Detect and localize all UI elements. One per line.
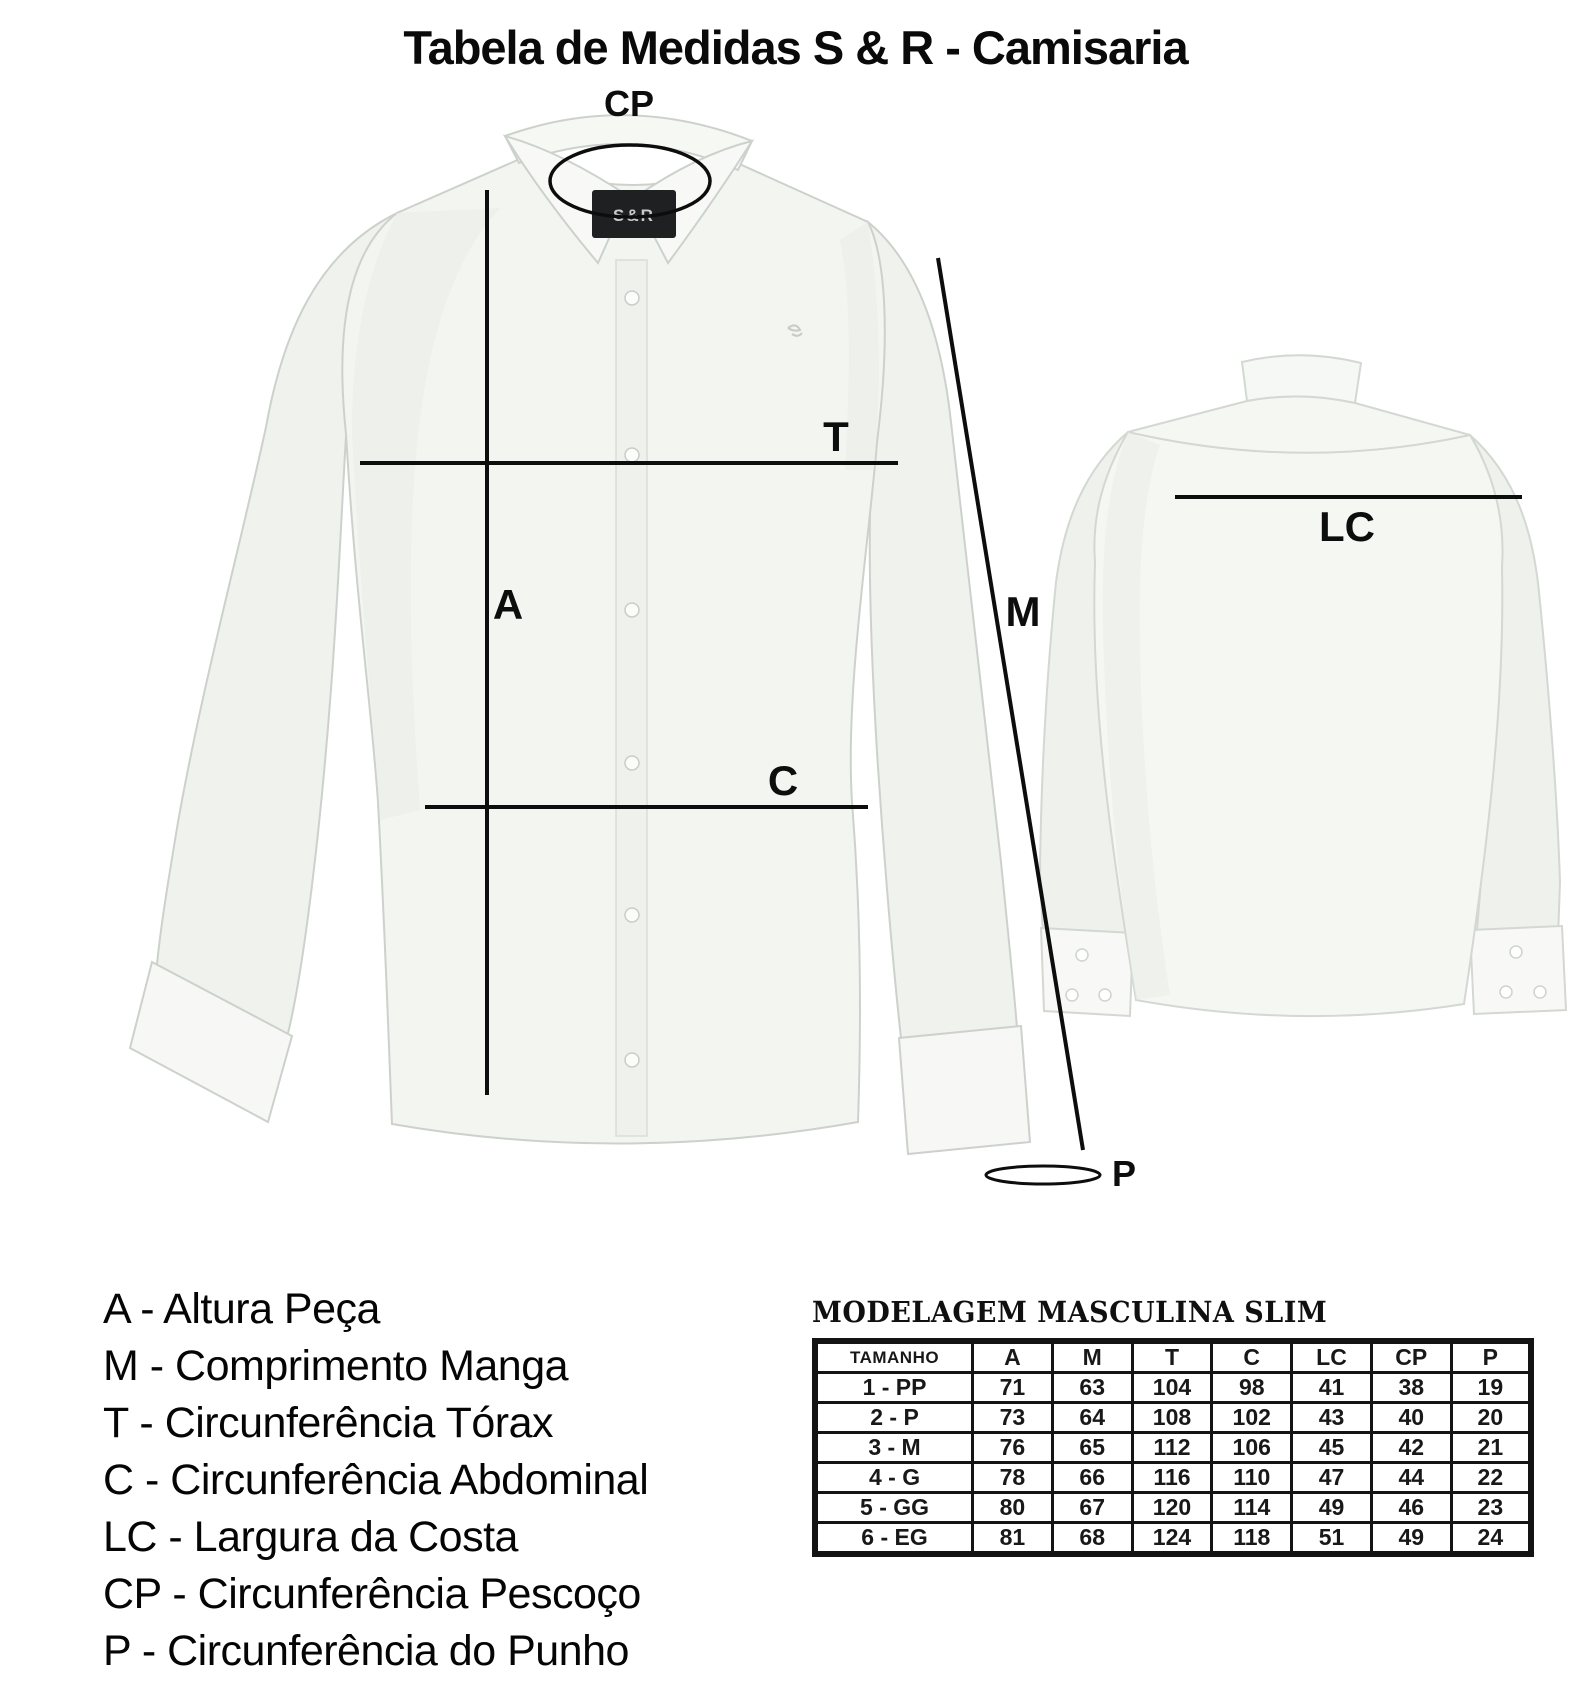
column-header-c: C [1212, 1341, 1292, 1373]
table-cell: 102 [1212, 1403, 1292, 1433]
label-m: M [1005, 588, 1041, 635]
p-cuff-ellipse [986, 1166, 1100, 1184]
table-cell: 71 [973, 1373, 1053, 1403]
label-t: T [823, 413, 849, 460]
table-row [815, 1463, 1531, 1493]
label-p: P [1111, 1153, 1137, 1194]
legend-item-t: T - Circunferência Tórax [103, 1399, 554, 1447]
table-row [815, 1403, 1531, 1433]
table-row [815, 1523, 1531, 1555]
table-cell: 24 [1451, 1523, 1531, 1555]
table-cell: 98 [1212, 1373, 1292, 1403]
size-cell: 3 - M [815, 1433, 973, 1463]
table-cell: 21 [1451, 1433, 1531, 1463]
table-header-row [815, 1341, 1531, 1373]
label-c: C [767, 757, 799, 804]
table-cell: 68 [1052, 1523, 1132, 1555]
table-cell: 80 [973, 1493, 1053, 1523]
column-header-p: P [1451, 1341, 1531, 1373]
table-cell: 118 [1212, 1523, 1292, 1555]
table-cell: 44 [1371, 1463, 1451, 1493]
column-header-lc: LC [1292, 1341, 1372, 1373]
table-cell: 73 [973, 1403, 1053, 1433]
size-table-block [812, 1296, 1534, 1557]
measurement-legend [103, 1281, 648, 1680]
table-row [815, 1493, 1531, 1523]
page-title: Tabela de Medidas S & R - Camisaria [403, 21, 1188, 74]
table-cell: 46 [1371, 1493, 1451, 1523]
legend-item-cp: CP - Circunferência Pescoço [103, 1570, 641, 1618]
table-cell: 19 [1451, 1373, 1531, 1403]
legend-item-p: P - Circunferência do Punho [103, 1627, 629, 1675]
table-cell: 66 [1052, 1463, 1132, 1493]
label-cp: CP [603, 83, 655, 124]
column-header-cp: CP [1371, 1341, 1451, 1373]
label-a: A [492, 581, 524, 628]
table-cell: 43 [1292, 1403, 1372, 1433]
back-shirt-illustration [1040, 355, 1566, 1016]
table-cell: 49 [1292, 1493, 1372, 1523]
front-right-cuff [899, 1026, 1030, 1154]
table-cell: 104 [1132, 1373, 1212, 1403]
table-cell: 67 [1052, 1493, 1132, 1523]
placket [616, 260, 647, 1136]
table-cell: 116 [1132, 1463, 1212, 1493]
table-cell: 45 [1292, 1433, 1372, 1463]
table-cell: 38 [1371, 1373, 1451, 1403]
table-cell: 65 [1052, 1433, 1132, 1463]
table-cell: 108 [1132, 1403, 1212, 1433]
table-cell: 23 [1451, 1493, 1531, 1523]
table-cell: 63 [1052, 1373, 1132, 1403]
table-cell: 20 [1451, 1403, 1531, 1433]
table-cell: 112 [1132, 1433, 1212, 1463]
size-cell: 1 - PP [815, 1373, 973, 1403]
front-shirt-illustration [130, 115, 1030, 1154]
back-right-cuff [1470, 926, 1566, 1014]
table-cell: 47 [1292, 1463, 1372, 1493]
legend-item-lc: LC - Largura da Costa [103, 1513, 518, 1561]
column-header-tamanho: TAMANHO [815, 1341, 973, 1373]
table-cell: 81 [973, 1523, 1053, 1555]
table-cell: 41 [1292, 1373, 1372, 1403]
table-cell: 42 [1371, 1433, 1451, 1463]
table-row [815, 1433, 1531, 1463]
table-cell: 51 [1292, 1523, 1372, 1555]
front-right-sleeve [868, 222, 1018, 1056]
table-cell: 40 [1371, 1403, 1451, 1433]
table-cell: 124 [1132, 1523, 1212, 1555]
table-cell: 114 [1212, 1493, 1292, 1523]
column-header-a: A [973, 1341, 1053, 1373]
brand-tag-text: S&R [613, 206, 655, 225]
column-header-m: M [1052, 1341, 1132, 1373]
legend-item-c: C - Circunferência Abdominal [103, 1456, 649, 1504]
table-cell: 22 [1451, 1463, 1531, 1493]
size-cell: 4 - G [815, 1463, 973, 1493]
table-cell: 49 [1371, 1523, 1451, 1555]
size-cell: 6 - EG [815, 1523, 973, 1555]
size-cell: 2 - P [815, 1403, 973, 1433]
table-cell: 120 [1132, 1493, 1212, 1523]
legend-item-m: M - Comprimento Manga [103, 1342, 569, 1390]
table-cell: 64 [1052, 1403, 1132, 1433]
table-cell: 76 [973, 1433, 1053, 1463]
legend-item-a: A - Altura Peça [103, 1285, 380, 1333]
column-header-t: T [1132, 1341, 1212, 1373]
table-cell: 106 [1212, 1433, 1292, 1463]
table-row [815, 1373, 1531, 1403]
size-table [812, 1338, 1534, 1557]
label-lc: LC [1319, 503, 1375, 550]
table-cell: 110 [1212, 1463, 1292, 1493]
size-table-title: MODELAGEM MASCULINA SLIM [812, 1296, 1328, 1330]
size-cell: 5 - GG [815, 1493, 973, 1523]
table-cell: 78 [973, 1463, 1053, 1493]
